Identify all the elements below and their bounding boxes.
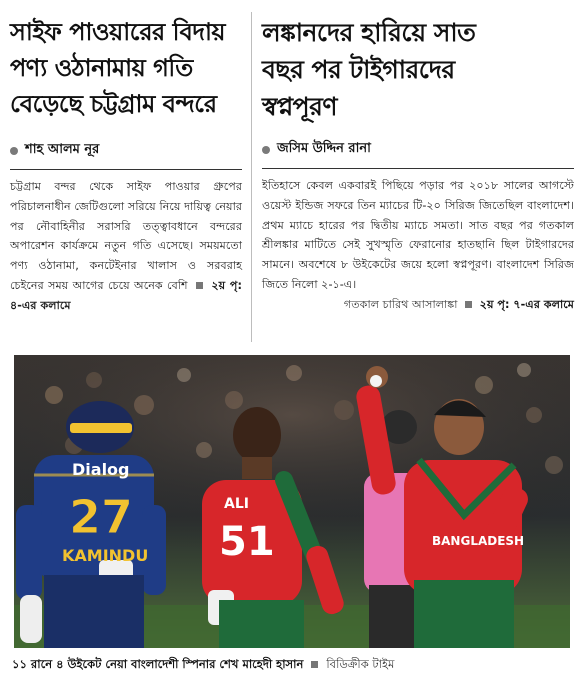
- cricket-photo: [14, 355, 570, 648]
- left-continued[interactable]: ২য় পৃ: ৪-এর কলামে: [10, 278, 242, 312]
- right-body-text: ইতিহাসে কেবল একবারই পিছিয়ে পড়ার পর ২০১৮ সালের আগস্টে ওয়েস্ট ইন্ডিজ সফরে তিন ম্যাচের টি-২০ সিরিজ জিতেছিল বাংলাদেশ। প্রথম ম্যাচে হারের পর দ্বিতীয় ম্যাচে সমতা। সাত বছর পর গতকাল শ্রীলঙ্কার মাটিতে সেই সুখস্মৃতি ফেরানোর হাতছানি ছিল টাইগারদের সামনে। অবশেষে ৮ উইকেটের জয়ে হলো স্বপ্নপূরণ। বাংলাদেশ সিরিজ জিতে নিলো ২-১-এ।: [262, 179, 574, 291]
- right-place: গতকাল চারিথ আসালাঙ্কা: [343, 297, 458, 311]
- left-body: [10, 177, 242, 316]
- jersey-name: KAMINDU: [62, 546, 149, 565]
- left-headline-line: সাইফ পাওয়ারের বিদায়: [10, 18, 226, 46]
- right-headline-line: বছর পর টাইগারদের: [262, 55, 455, 84]
- left-body-text: চট্টগ্রাম বন্দর থেকে সাইফ পাওয়ার গ্রুপের পরিচালনাধীন জেটিগুলো সরিয়ে নিয়ে দায়িত্ব নেয়ার পর নৌবাহিনীর সরাসরি তত্ত্বাবধানে বন্দরের অপারেশন কার্যক্রমে নতুন গতি এসেছে। সময়মতো পণ্য ওঠানামা, কনটেইনার খালাস ও সরবরাহ চেইনের সময় আগের চেয়ে অনেক বেশি: [10, 180, 242, 292]
- square-icon: [311, 661, 318, 668]
- bullet-icon: [262, 146, 270, 154]
- right-headline-line: লঙ্কানদের হারিয়ে সাত: [262, 18, 476, 47]
- square-icon: [196, 282, 203, 289]
- sponsor-label: Dialog: [72, 460, 130, 479]
- caption-text: ১১ রানে ৪ উইকেট নেয়া বাংলাদেশী স্পিনার শেখ মাহেদী হাসান: [12, 657, 304, 671]
- bullet-icon: [10, 147, 18, 155]
- left-headline-line: পণ্য ওঠানামায় গতি: [10, 54, 193, 82]
- square-icon: [465, 301, 472, 308]
- left-article: [10, 0, 242, 316]
- right-byline-text: জসিম উদ্দিন রানা: [277, 141, 371, 156]
- left-headline: [10, 14, 242, 122]
- photo-caption: [12, 656, 582, 675]
- left-byline-text: শাহ আলম নূর: [25, 142, 100, 157]
- left-rule: [10, 169, 242, 170]
- jersey-name: ALI: [224, 496, 249, 512]
- caption-credit: বিডিক্রীক টাইম: [326, 657, 395, 671]
- right-article: [262, 0, 574, 315]
- right-byline: [262, 139, 574, 160]
- column-divider: [251, 12, 252, 342]
- jersey-number: 51: [219, 519, 275, 565]
- right-body: [262, 176, 574, 295]
- left-byline: [10, 140, 242, 161]
- jersey-number: 27: [69, 490, 134, 544]
- left-headline-line: বেড়েছে চট্টগ্রাম বন্দরে: [10, 90, 217, 118]
- photo-illustration: [14, 355, 570, 648]
- ball: [370, 375, 382, 387]
- right-continued[interactable]: ২য় পৃ: ৭-এর কলামে: [479, 297, 574, 311]
- right-headline-line: স্বপ্নপূরণ: [262, 92, 338, 121]
- right-continued-line: [262, 295, 574, 315]
- chest-text: BANGLADESH: [432, 534, 525, 548]
- right-rule: [262, 168, 574, 169]
- right-headline: [262, 14, 574, 125]
